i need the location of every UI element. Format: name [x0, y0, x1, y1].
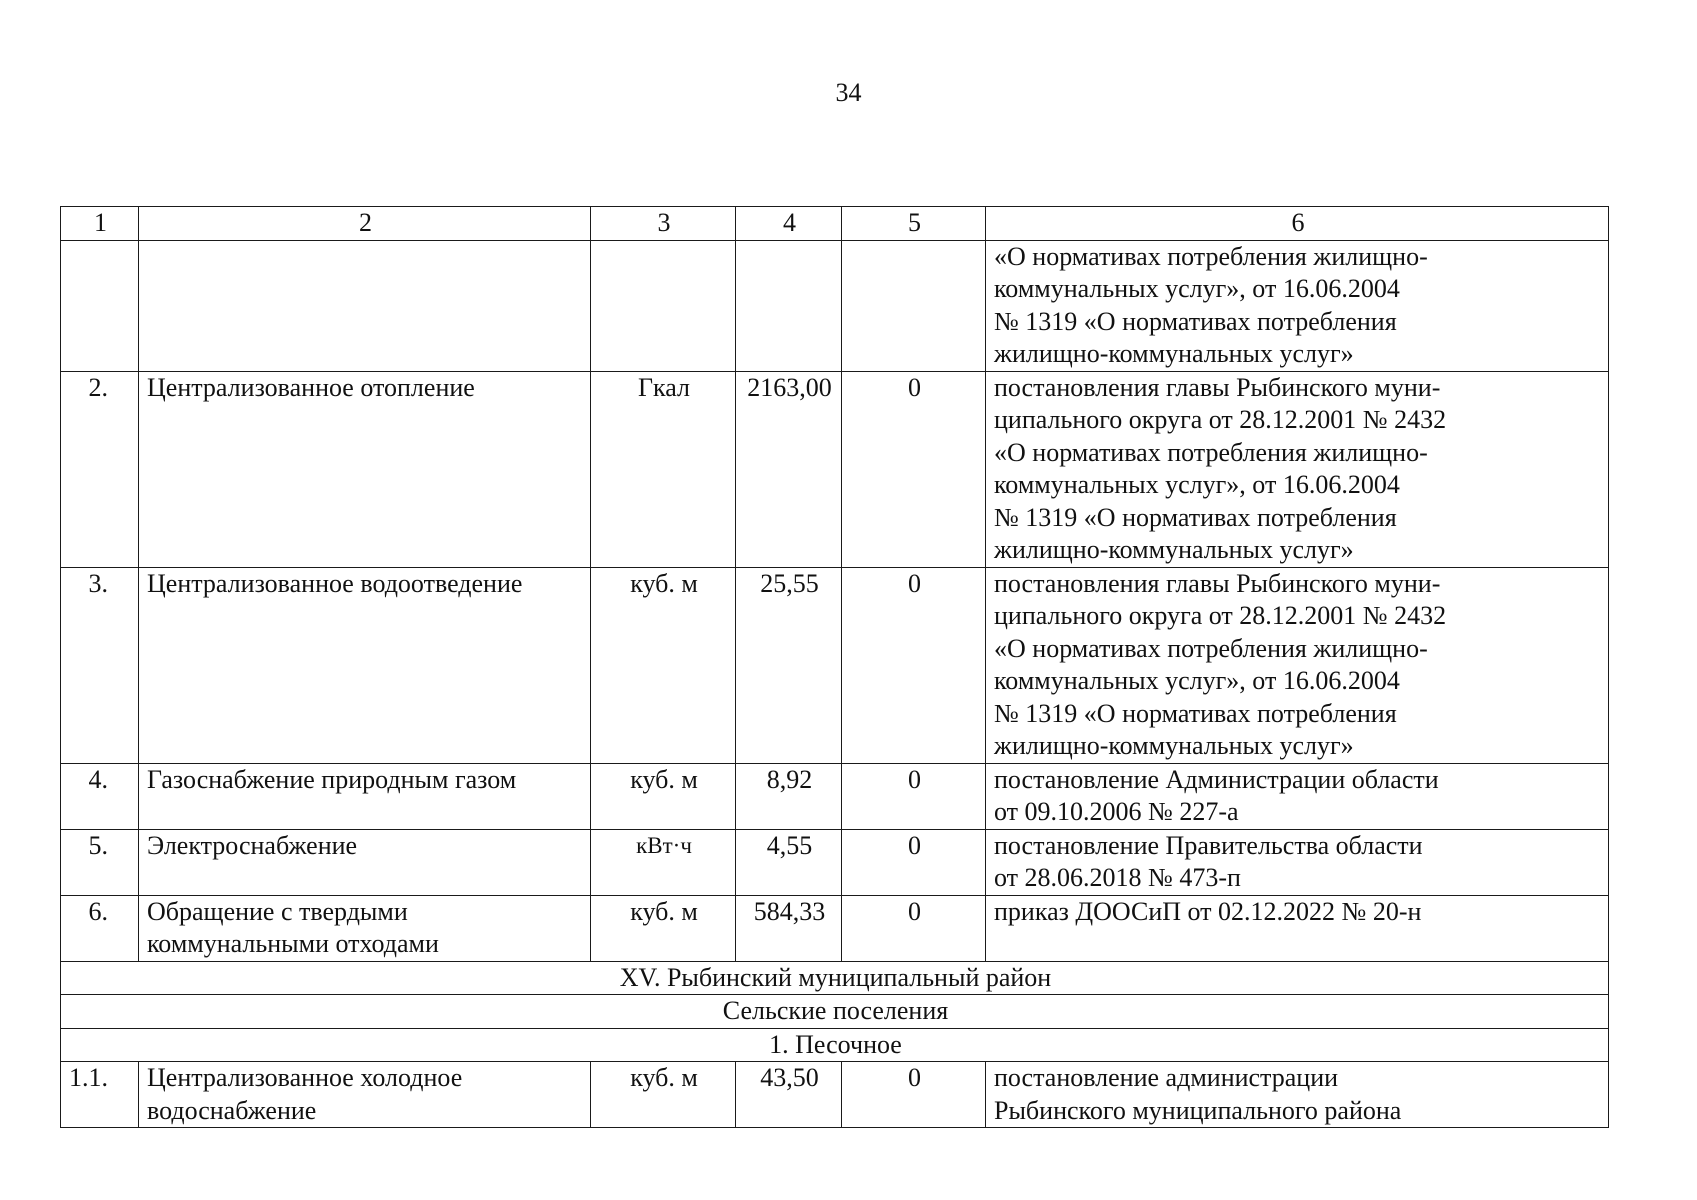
doc-line: постановление Правительства области — [994, 830, 1423, 860]
doc-line: коммунальных услуг», от 16.06.2004 — [994, 274, 1400, 303]
section-heading: 1. Песочное — [61, 1028, 1609, 1062]
doc-line: «О нормативах потребления жилищно- — [994, 437, 1428, 467]
cell-service — [139, 829, 591, 895]
norms-table — [60, 206, 1609, 1128]
doc-line: «О нормативах потребления жилищно- — [994, 241, 1428, 271]
cell-document — [986, 1062, 1609, 1128]
doc-line: жилищно-коммунальных услуг» — [994, 339, 1354, 368]
doc-line: жилищно-коммунальных услуг» — [994, 535, 1354, 564]
table-header-row — [61, 207, 1609, 241]
table-row — [61, 567, 1609, 763]
cell-value: 2163,00 — [736, 371, 842, 567]
service-line: Централизованное отопление — [147, 372, 475, 402]
cell-num: 6. — [61, 895, 139, 961]
doc-line: Рыбинского муниципального района — [994, 1095, 1402, 1125]
page-number: 34 — [835, 78, 862, 107]
cell-num: 3. — [61, 567, 139, 763]
doc-line: постановление администрации — [994, 1063, 1339, 1092]
doc-line: постановление Администрации области — [994, 764, 1439, 794]
cell-value: 43,50 — [736, 1062, 842, 1128]
header-cell: 2 — [139, 207, 591, 241]
header-cell: 6 — [986, 207, 1609, 241]
cell-document — [986, 240, 1609, 371]
cell-document — [986, 829, 1609, 895]
section-heading-row — [61, 961, 1609, 995]
section-heading: Сельские поселения — [61, 995, 1609, 1029]
cell-value — [736, 240, 842, 371]
table-row-continuation — [61, 240, 1609, 371]
cell-col5 — [842, 240, 986, 371]
doc-line: ципального округа от 28.12.2001 № 2432 — [994, 601, 1447, 630]
cell-unit: куб. м — [591, 763, 736, 829]
service-line: водоснабжение — [147, 1095, 317, 1125]
cell-num: 2. — [61, 371, 139, 567]
service-line: Централизованное водоотведение — [147, 568, 523, 598]
cell-document — [986, 763, 1609, 829]
cell-unit: Гкал — [591, 371, 736, 567]
section-heading: XV. Рыбинский муниципальный район — [61, 961, 1609, 995]
cell-col5: 0 — [842, 763, 986, 829]
table-row — [61, 371, 1609, 567]
doc-line: № 1319 «О нормативах потребления — [994, 502, 1397, 532]
cell-col5: 0 — [842, 829, 986, 895]
cell-num: 5. — [61, 829, 139, 895]
doc-line: от 28.06.2018 № 473-п — [994, 863, 1241, 892]
cell-col5: 0 — [842, 371, 986, 567]
service-line: коммунальными отходами — [147, 929, 439, 958]
doc-line: № 1319 «О нормативах потребления — [994, 306, 1397, 336]
cell-unit: куб. м — [591, 1062, 736, 1128]
cell-document — [986, 895, 1609, 961]
header-cell: 3 — [591, 207, 736, 241]
doc-line: постановления главы Рыбинского муни- — [994, 372, 1441, 402]
cell-value: 584,33 — [736, 895, 842, 961]
table-row — [61, 895, 1609, 961]
cell-service — [139, 567, 591, 763]
cell-document — [986, 567, 1609, 763]
cell-document — [986, 371, 1609, 567]
cell-num — [61, 240, 139, 371]
header-cell: 1 — [61, 207, 139, 241]
table-row — [61, 763, 1609, 829]
cell-unit: куб. м — [591, 895, 736, 961]
table-row — [61, 829, 1609, 895]
service-line: Централизованное холодное — [147, 1063, 463, 1092]
doc-line: ципального округа от 28.12.2001 № 2432 — [994, 405, 1447, 434]
cell-unit — [591, 240, 736, 371]
section-heading-row — [61, 995, 1609, 1029]
cell-service — [139, 240, 591, 371]
cell-unit: куб. м — [591, 567, 736, 763]
cell-service — [139, 763, 591, 829]
doc-line: жилищно-коммунальных услуг» — [994, 731, 1354, 760]
cell-service — [139, 895, 591, 961]
cell-value: 4,55 — [736, 829, 842, 895]
cell-service — [139, 1062, 591, 1128]
section-heading-row — [61, 1028, 1609, 1062]
table-row — [61, 1062, 1609, 1128]
service-line: Газоснабжение природным газом — [147, 764, 517, 794]
cell-num: 1.1. — [61, 1062, 139, 1128]
doc-line: коммунальных услуг», от 16.06.2004 — [994, 666, 1400, 695]
cell-value: 25,55 — [736, 567, 842, 763]
service-line: Электроснабжение — [147, 830, 358, 860]
doc-line: от 09.10.2006 № 227-а — [994, 797, 1239, 826]
header-cell: 5 — [842, 207, 986, 241]
service-line: Обращение с твердыми — [147, 896, 408, 926]
cell-num: 4. — [61, 763, 139, 829]
cell-col5: 0 — [842, 895, 986, 961]
cell-value: 8,92 — [736, 763, 842, 829]
cell-service — [139, 371, 591, 567]
cell-unit: кВт·ч — [591, 829, 736, 895]
doc-line: № 1319 «О нормативах потребления — [994, 698, 1397, 728]
header-cell: 4 — [736, 207, 842, 241]
doc-line: приказ ДООСиП от 02.12.2022 № 20-н — [994, 896, 1422, 926]
doc-line: постановления главы Рыбинского муни- — [994, 568, 1441, 598]
doc-line: коммунальных услуг», от 16.06.2004 — [994, 470, 1400, 499]
doc-line: «О нормативах потребления жилищно- — [994, 633, 1428, 663]
cell-col5: 0 — [842, 567, 986, 763]
cell-col5: 0 — [842, 1062, 986, 1128]
